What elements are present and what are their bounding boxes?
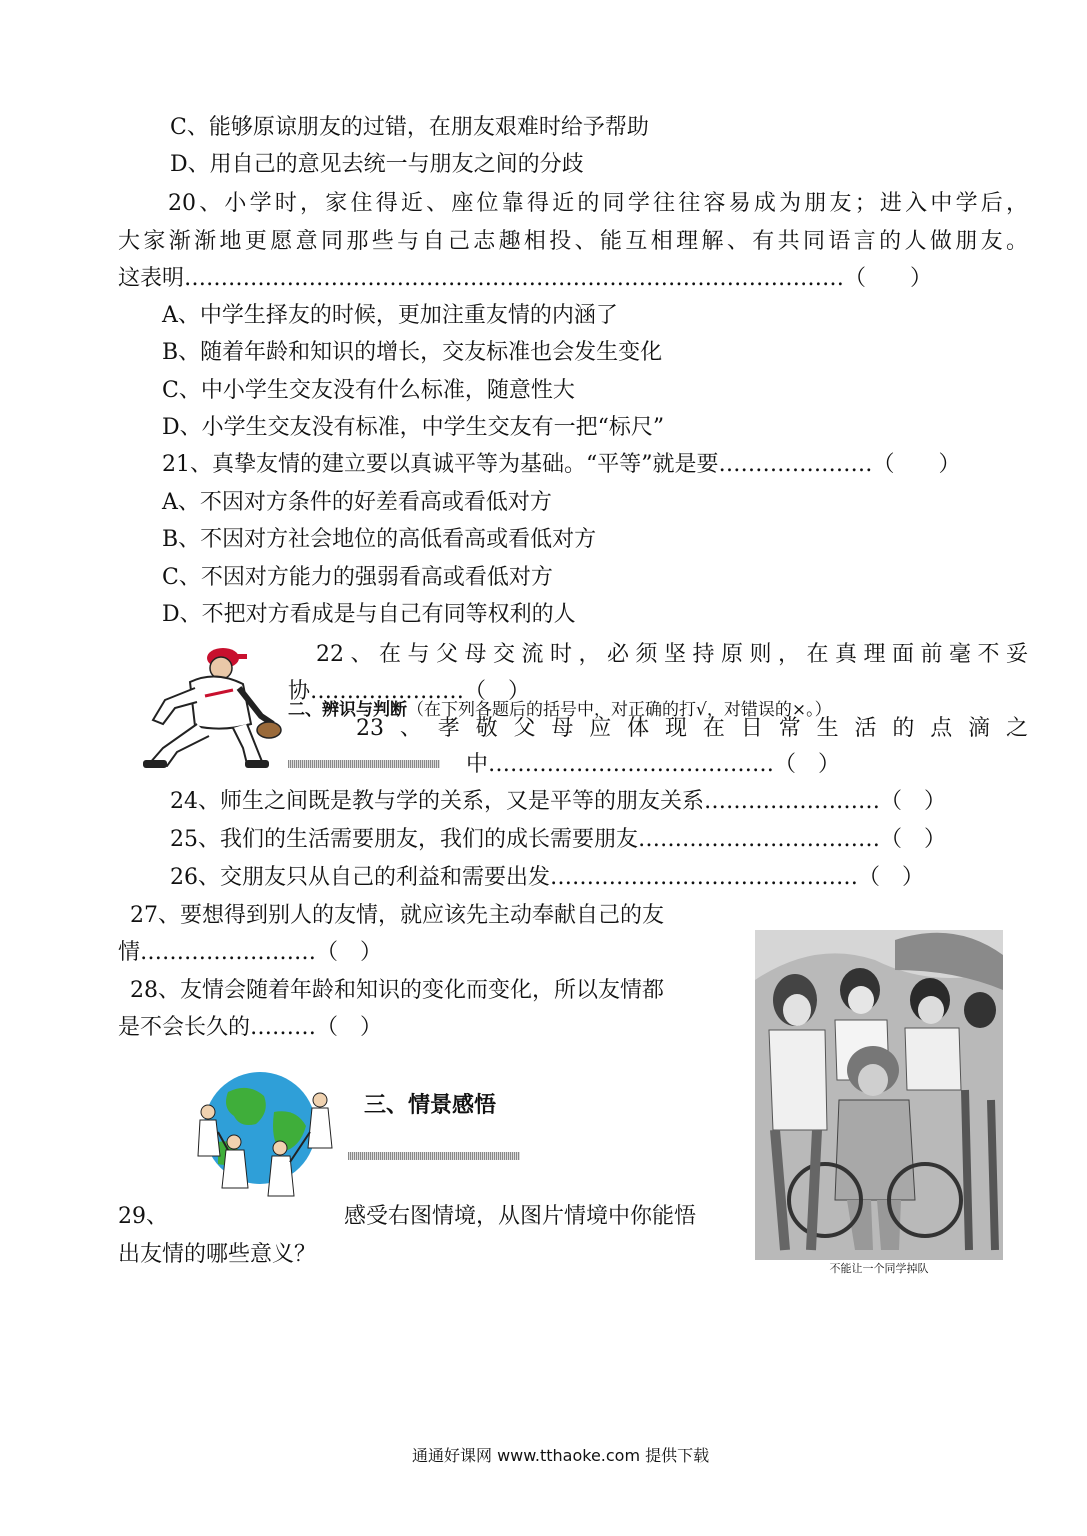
- section-2-instructions: （在下列各题后的括号中，对正确的打√，对错误的×。）: [407, 700, 832, 720]
- option-q21-b: B、不因对方社会地位的高低看高或看低对方: [162, 527, 597, 552]
- page-footer: 通通好课网 www.tthaoke.com 提供下载: [412, 1446, 710, 1465]
- question-27-line1: 27、要想得到别人的友情，就应该先主动奉献自己的友: [130, 903, 664, 928]
- question-23-line1: 23、孝敬父母应体现在日常生活的点滴之: [356, 716, 1028, 741]
- option-q21-d: D、不把对方看成是与自己有同等权利的人: [162, 602, 576, 627]
- classmates-wheelchair-photo: [755, 930, 1003, 1276]
- option-q20-b: B、随着年龄和知识的增长，交友标准也会发生变化: [162, 340, 663, 365]
- question-21: 21、真挚友情的建立要以真诚平等为基础。“平等”就是要…………………（ ）: [162, 452, 961, 477]
- section-3-title: 三、情景感悟: [364, 1092, 497, 1118]
- question-28-line1: 28、友情会随着年龄和知识的变化而变化，所以友情都: [130, 978, 664, 1003]
- question-22-line2: 协…………………（ ）: [288, 679, 531, 704]
- question-29-number: 29、: [118, 1204, 168, 1229]
- decorative-stripe-bar: [348, 1152, 520, 1160]
- globe-children-illustration: [178, 1072, 338, 1200]
- photo-caption: 不能让一个同学掉队: [829, 1262, 929, 1275]
- option-q21-a: A、不因对方条件的好差看高或看低对方: [162, 490, 552, 515]
- question-29-line2: 出友情的哪些意义？: [118, 1242, 317, 1267]
- section-2-title: 二、辨识与判断: [288, 700, 407, 720]
- question-20-line3: 这表明………………………………………………………………………………（ ）: [118, 266, 933, 291]
- question-28-line2: 是不会长久的………（ ）: [118, 1015, 383, 1040]
- question-26: 26、交朋友只从自己的利益和需要出发……………………………………（ ）: [170, 865, 924, 890]
- question-27-line2: 情……………………（ ）: [118, 940, 383, 965]
- question-23-line2: 中…………………………………（ ）: [466, 752, 841, 777]
- option-q21-c: C、不因对方能力的强弱看高或看低对方: [162, 565, 553, 590]
- question-24: 24、师生之间既是教与学的关系，又是平等的朋友关系……………………（ ）: [170, 789, 946, 814]
- question-29-line1: 感受右图情境，从图片情境中你能悟: [344, 1204, 697, 1229]
- question-20-line1: 20、小学时，家住得近、座位靠得近的同学往往容易成为朋友；进入中学后，: [168, 191, 1028, 216]
- question-20-line2: 大家渐渐地更愿意同那些与自己志趣相投、能互相理解、有共同语言的人做朋友。: [118, 229, 1028, 254]
- decorative-stripe-bar: [288, 760, 440, 768]
- option-q19-d: D、用自己的意见去统一与朋友之间的分歧: [170, 152, 584, 177]
- baseball-player-illustration: [135, 640, 290, 772]
- option-q20-a: A、中学生择友的时候，更加注重友情的内涵了: [162, 303, 618, 328]
- option-q20-d: D、小学生交友没有标准，中学生交友有一把“标尺”: [162, 415, 665, 440]
- question-25: 25、我们的生活需要朋友，我们的成长需要朋友……………………………（ ）: [170, 827, 946, 852]
- option-q19-c: C、能够原谅朋友的过错，在朋友艰难时给予帮助: [170, 115, 649, 140]
- option-q20-c: C、中小学生交友没有什么标准，随意性大: [162, 378, 575, 403]
- question-22-line1: 22、在与父母交流时，必须坚持原则，在真理面前毫不妥: [316, 642, 1028, 667]
